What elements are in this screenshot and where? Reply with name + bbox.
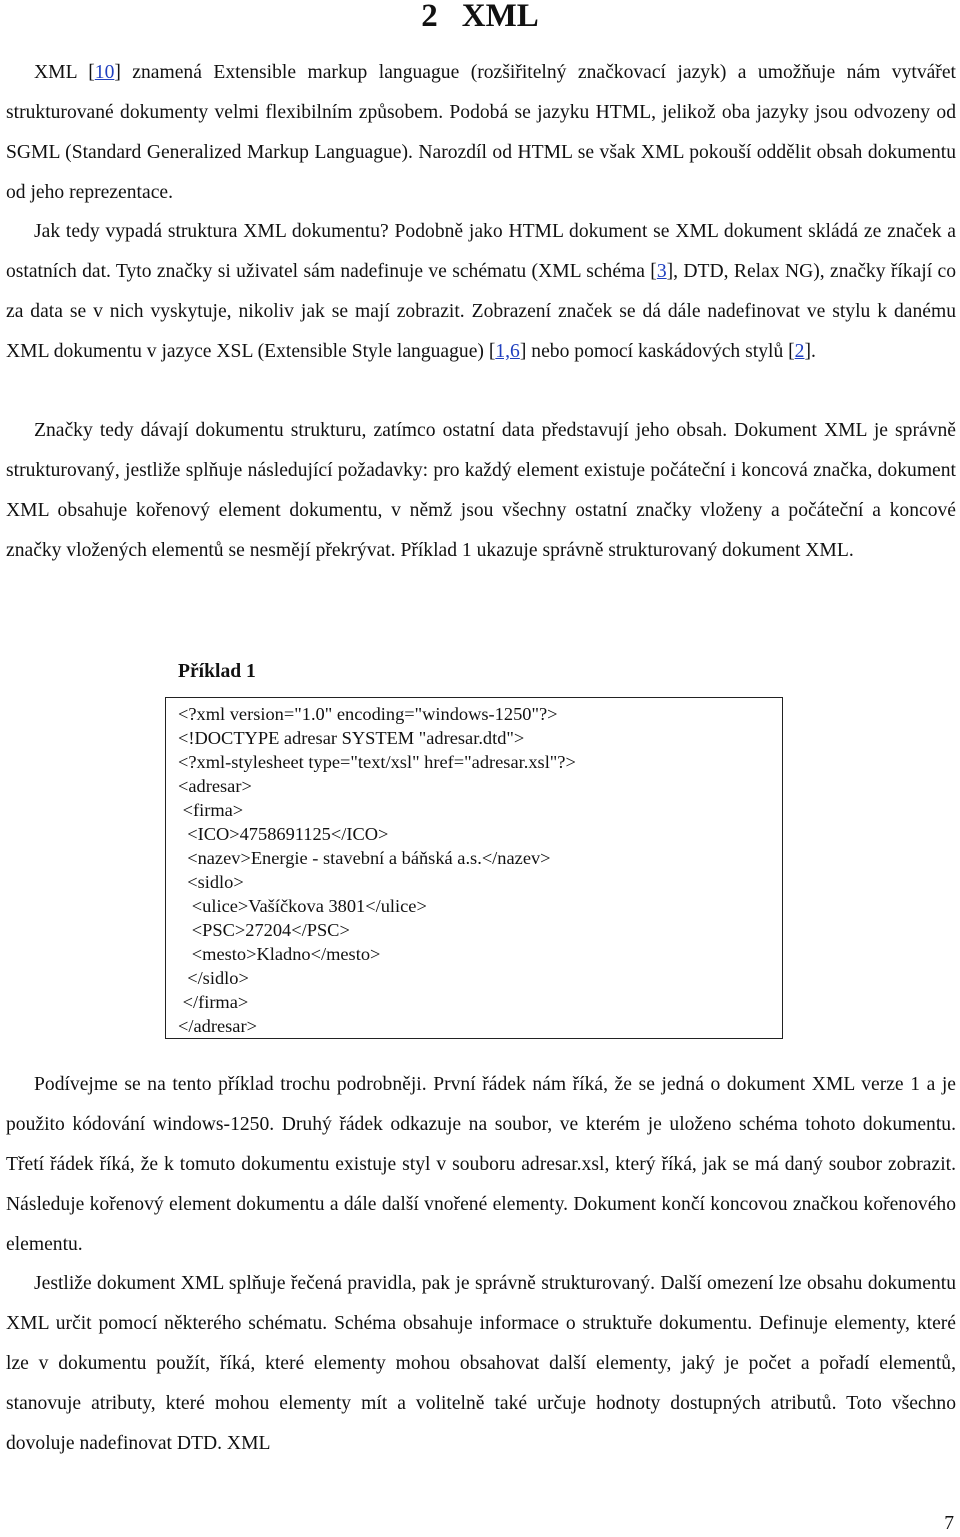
citation-link[interactable]: 2 bbox=[794, 341, 805, 362]
code-example-box bbox=[165, 697, 783, 1039]
code-line: </firma> bbox=[178, 992, 249, 1012]
paragraph-text: ], DTD, Relax NG), značky říkají co za data se v nich vyskytuje, nikoliv jak se mají zobrazit. Zobrazení značek se dá dále nadefinovat ve stylu k danému XML dokumentu v jazyce XSL (Extensible Style languague) [ bbox=[6, 261, 957, 362]
paragraph-text: Jestliže dokument XML splňuje řečená pravidla, pak je správně strukturovaný. Další omezení lze obsahu dokumentu XML určit pomocí některého schématu. Schéma obsahuje informace o struktuře dokumentu. Definuje elementy, které lze v dokumentu použít, říká, které elementy mohou obsahovat další elementy, jaký je počet a pořadí elementů, stanovuje atributy, které mohou elementy mít a volitelně také určuje hodnoty dostupných atributů. Toto všechno dovoluje nadefinovat DTD. XML bbox=[6, 1273, 956, 1454]
paragraph-well-formed bbox=[6, 411, 956, 571]
code-line: <firma> bbox=[178, 800, 244, 820]
code-line: <sidlo> bbox=[178, 872, 244, 892]
code-line: <nazev>Energie - stavební a báňská a.s.</nazev> bbox=[178, 848, 551, 868]
code-line: <ICO>4758691125</ICO> bbox=[178, 824, 389, 844]
code-line: <mesto>Kladno</mesto> bbox=[178, 944, 381, 964]
paragraph-text: Podívejme se na tento příklad trochu podrobněji. První řádek nám říká, že se jedná o dokument XML verze 1 a je použito kódování windows-1250. Druhý řádek odkazuje na soubor, ve kterém je uloženo schéma tohoto dokumentu. Třetí řádek říká, že k tomuto dokumentu existuje styl v souboru adresar.xsl, který říká, jak se má daný soubor zobrazit. Následuje kořenový element dokumentu a dále další vnořené elementy. Dokument končí koncovou značkou kořenového elementu. bbox=[6, 1074, 956, 1255]
paragraph-schema bbox=[6, 1264, 956, 1464]
section-number: 2 bbox=[421, 0, 438, 34]
code-line: <adresar> bbox=[178, 776, 252, 796]
section-heading bbox=[0, 0, 960, 36]
paragraph-structure bbox=[6, 212, 956, 372]
citation-link[interactable]: 3 bbox=[656, 261, 667, 282]
code-line: <?xml-stylesheet type="text/xsl" href="adresar.xsl"?> bbox=[178, 752, 576, 772]
paragraph-text: ] znamená Extensible markup languague (rozšiřitelný značkovací jazyk) a umožňuje nám vytvářet strukturované dokumenty velmi flexibilním způsobem. Podobá se jazyku HTML, jelikož oba jazyky jsou odvozeny od SGML (Standard Generalized Markup Languague). Narozdíl od HTML se však XML pokouší oddělit obsah dokumentu od jeho reprezentace. bbox=[6, 62, 956, 203]
page-number: 7 bbox=[944, 1513, 954, 1534]
citation-link[interactable]: 10 bbox=[94, 62, 115, 83]
paragraph-text: ]. bbox=[804, 341, 816, 362]
section-title: XML bbox=[461, 0, 539, 34]
paragraph-example-explanation bbox=[6, 1065, 956, 1265]
paragraph-text: ] nebo pomocí kaskádových stylů [ bbox=[519, 341, 795, 362]
citation-link[interactable]: 1,6 bbox=[495, 341, 520, 362]
code-line: <ulice>Vašíčkova 3801</ulice> bbox=[178, 896, 427, 916]
paragraph-text: XML [ bbox=[34, 62, 95, 83]
code-line: <?xml version="1.0" encoding="windows-1250"?> bbox=[178, 704, 558, 724]
code-line: <!DOCTYPE adresar SYSTEM "adresar.dtd"> bbox=[178, 728, 525, 748]
example-label: Příklad 1 bbox=[178, 661, 256, 682]
code-line: <PSC>27204</PSC> bbox=[178, 920, 350, 940]
code-line: </adresar> bbox=[178, 1016, 257, 1036]
paragraph-text: Jak tedy vypadá struktura XML dokumentu? Podobně jako HTML dokument se XML dokument skládá ze značek a ostatních dat. Tyto značky si uživatel sám nadefinuje ve schématu (XML schéma [ bbox=[6, 221, 956, 282]
paragraph-text: Značky tedy dávají dokumentu strukturu, zatímco ostatní data představují jeho obsah. Dokument XML je správně strukturovaný, jestliže splňuje následující požadavky: pro každý element existuje počáteční i koncová značka, dokument XML obsahuje kořenový element dokumentu, v němž jsou všechny ostatní značky vloženy a počáteční a koncové značky vložených elementů se nesmějí překrývat. Příklad 1 ukazuje správně strukturovaný dokument XML. bbox=[6, 420, 956, 561]
code-line: </sidlo> bbox=[178, 968, 249, 988]
paragraph-intro bbox=[6, 53, 956, 213]
